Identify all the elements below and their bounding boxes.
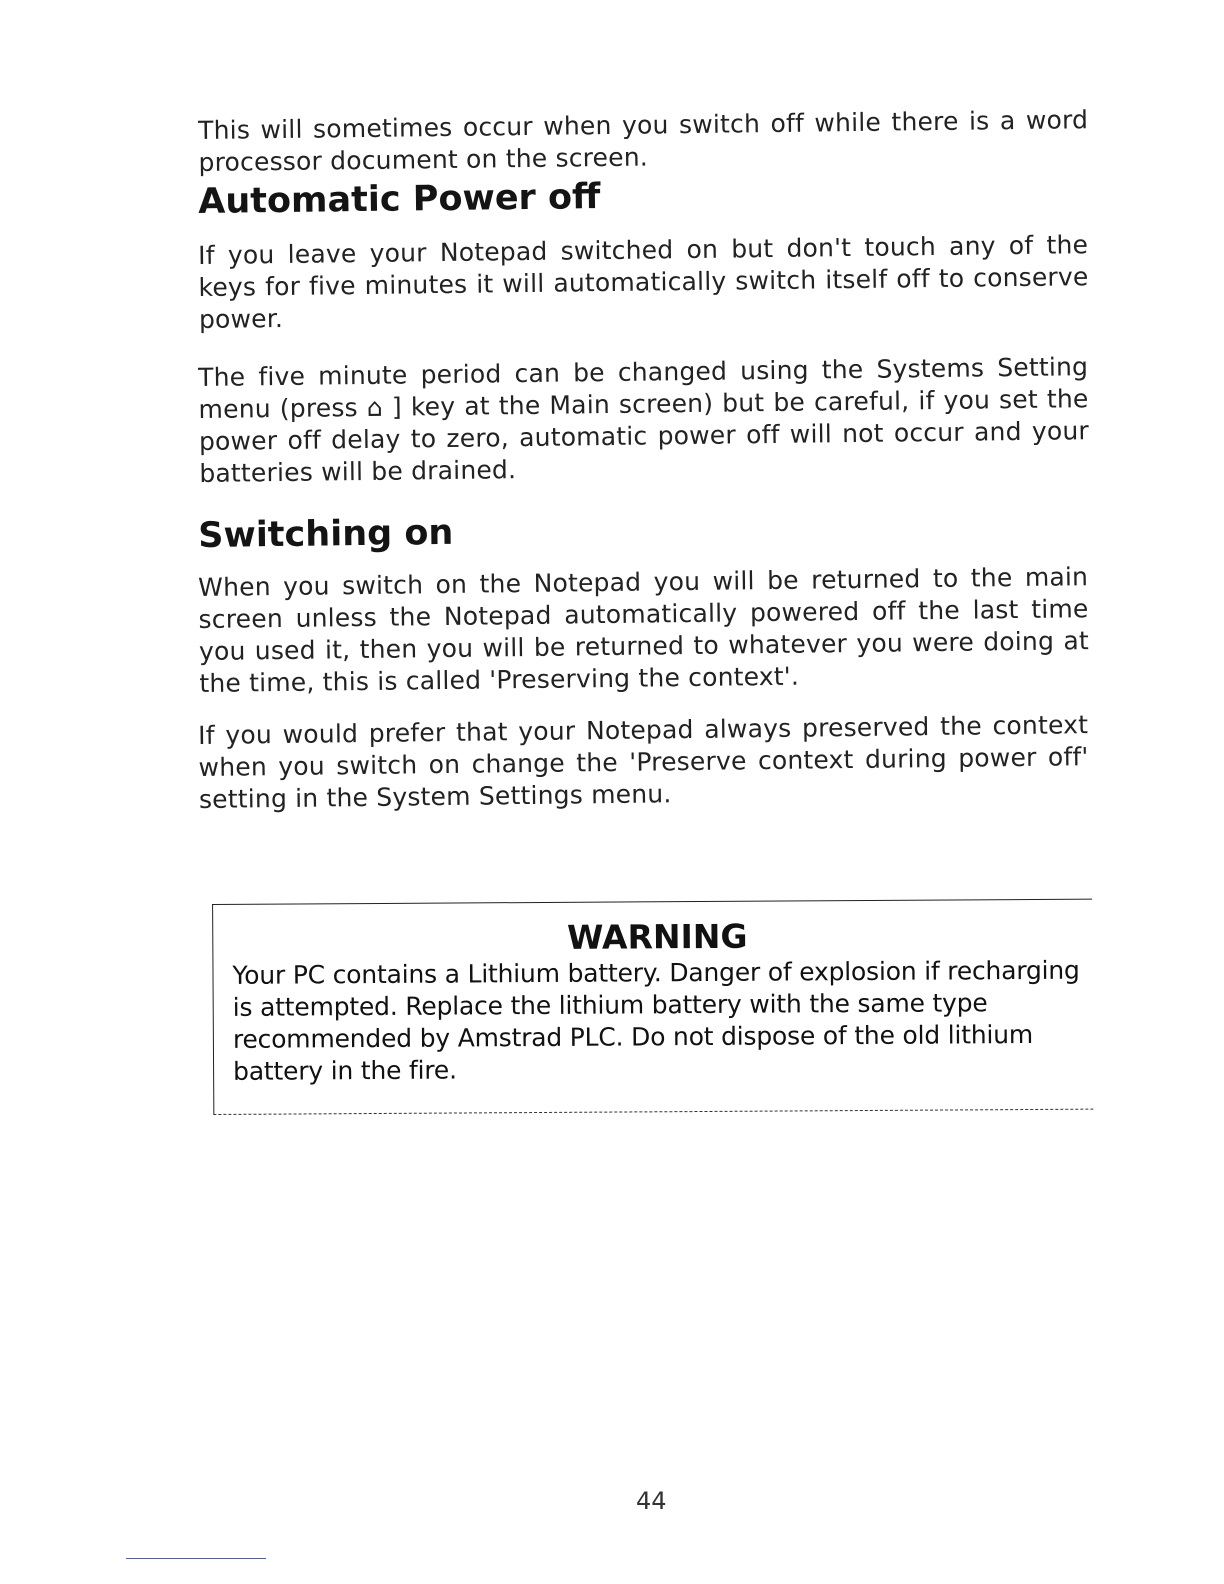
page-number: 44 [636, 1487, 667, 1515]
intro-paragraph: This will sometimes occur when you switch off while there is a word processor document on the screen. [198, 105, 1089, 177]
switching-on-heading: Switching on [198, 512, 454, 556]
warning-box [212, 887, 1093, 1114]
switching-on-paragraph-2: If you would prefer that your Notepad always preserved the context when you switch on change the 'Preserve context during power off' setting in the System Settings menu. [198, 710, 1089, 814]
warning-box-bottom-rule [213, 1109, 1093, 1115]
warning-text: Your PC contains a Lithium battery. Danger of explosion if recharging is attempted. Replace the lithium battery with the same type recommended by Amstrad PLC. Do not dispose of the old lithium battery in the fire. [232, 955, 1080, 1086]
automatic-power-off-paragraph-1: If you leave your Notepad switched on but don't touch any of the keys for five minutes it will automatically switch itself off to conserve power. [198, 230, 1089, 334]
warning-box-top-rule [212, 899, 1092, 905]
footer-link-underline [126, 1558, 266, 1559]
automatic-power-off-heading: Automatic Power off [198, 177, 601, 222]
automatic-power-off-paragraph-2: The five minute period can be changed using the Systems Setting menu (press ⌂ ] key at the Main screen) but be careful, if you set the power off delay to zero, automatic power off will not occur and your batteries will be drained. [198, 352, 1090, 488]
warning-title: WARNING [566, 916, 748, 957]
switching-on-paragraph-1: When you switch on the Notepad you will be returned to the main screen unless the Notepad automatically powered off the last time you used it, then you will be returned to whatever you were doing at the time, this is called 'Preserving the context'. [198, 562, 1090, 698]
